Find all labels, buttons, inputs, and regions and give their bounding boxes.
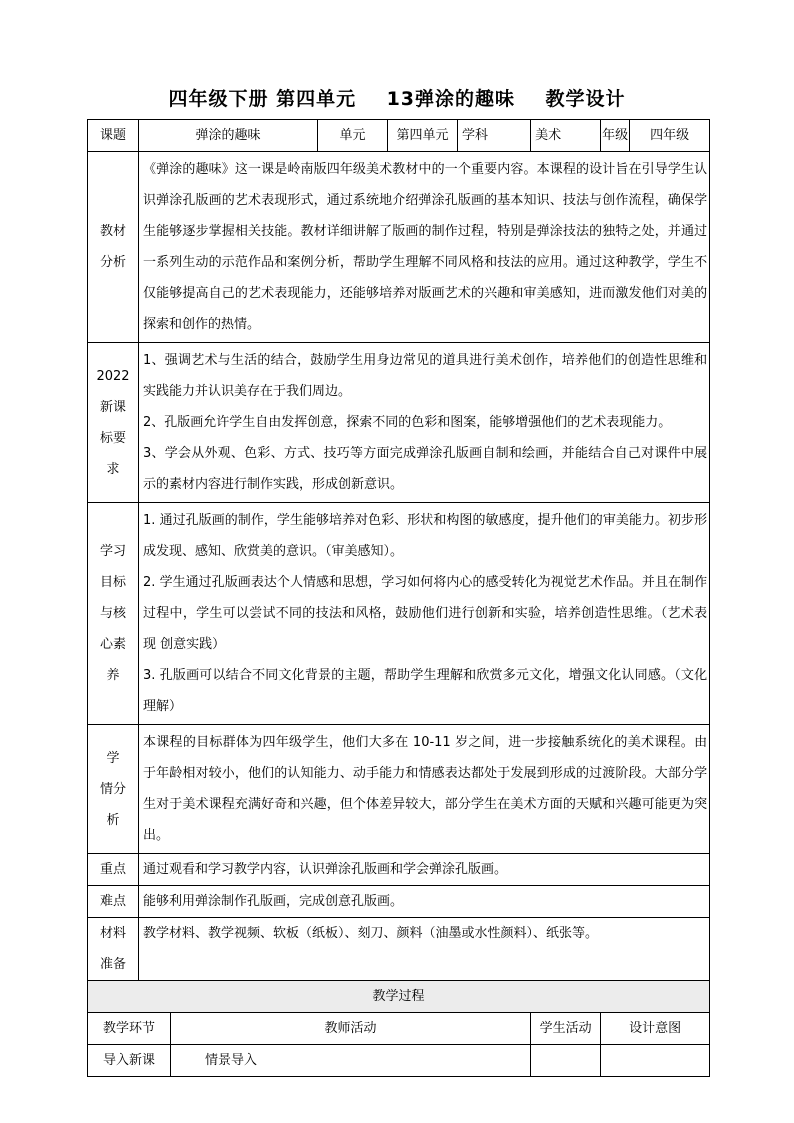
subject-label: 学科 <box>458 120 531 152</box>
objectives-row <box>88 503 710 725</box>
label-line: 析 <box>106 812 120 828</box>
paragraph: 《弹涂的趣味》这一课是岭南版四年级美术教材中的一个重要内容。本课程的设计旨在引导学生认识弹涂孔版画的艺术表现形式，通过系统地介绍弹涂孔版画的基本知识、技法与创作流程，确保学生能够逐步掌握相关技能。教材详细讲解了版画的制作过程，特别是弹涂技法的独特之处，并通过一系列生动的示范作品和案例分析，帮助学生理解不同风格和技法的应用。通过这种教学，学生不仅能够提高自己的艺术表现能力，还能够培养对版画艺术的兴趣和审美感知，进而激发他们对美的探索和创作的热情。 <box>143 162 708 332</box>
lesson-plan-table <box>87 119 710 1077</box>
objective-item: 2. 学生通过孔版画表达个人情感和思想，学习如何将内心的感受转化为视觉艺术作品。并且在制作过程中，学生可以尝试不同的技法和风格，鼓励他们进行创新和实验，培养创造性思维。（艺术表现 创意实践） <box>143 575 708 652</box>
standards-label <box>88 343 139 503</box>
topic-value: 弹涂的趣味 <box>139 120 318 152</box>
material-analysis-text <box>139 152 710 343</box>
label-line: 心素 <box>99 637 126 652</box>
difficulty-text: 能够利用弹涂制作孔版画，完成创意孔版画。 <box>139 886 710 918</box>
standard-item: 3、学会从外观、色彩、方式、技巧等方面完成弹涂孔版画自制和绘画，并能结合自己对课件中展示的素材内容进行制作实践，形成创新意识。 <box>143 446 708 492</box>
standard-item: 1、强调艺术与生活的结合，鼓励学生用身边常见的道具进行美术创作，培养他们的创造性思维和实践能力并认识美存在于我们周边。 <box>143 353 708 399</box>
paragraph: 本课程的目标群体为四年级学生，他们大多在 10-11 岁之间，进一步接触系统化的美术课程。由于年龄相对较小，他们的认知能力、动手能力和情感表达都处于发展到形成的过渡阶段。大部分学生对于美术课程充满好奇和兴趣，但个体差异较大，部分学生在美术方面的天赋和兴趣可能更为突出。 <box>143 735 708 843</box>
grade-label: 年级 <box>601 120 630 152</box>
label-line: 学习 <box>99 544 126 559</box>
label-line: 2022 <box>96 368 130 384</box>
material-analysis-row <box>88 152 710 343</box>
process-row <box>88 1045 710 1077</box>
materials-row <box>88 918 710 981</box>
difficulty-label: 难点 <box>88 886 139 918</box>
col-teacher: 教师活动 <box>171 1013 531 1045</box>
label-line: 目标 <box>99 575 126 590</box>
key-point-label: 重点 <box>88 854 139 886</box>
learner-analysis-label <box>88 725 139 854</box>
difficulty-row <box>88 886 710 918</box>
objective-item: 1. 通过孔版画的制作，学生能够培养对色彩、形状和构图的敏感度，提升他们的审美能力。初步形成发现、感知、欣赏美的意识。（审美感知）。 <box>143 513 708 559</box>
intent-cell <box>601 1045 710 1077</box>
standards-row <box>88 343 710 503</box>
teacher-cell: 情景导入 <box>171 1045 531 1077</box>
label-line: 材料 <box>99 926 126 941</box>
label-line: 学 <box>106 750 120 766</box>
materials-text: 教学材料、教学视频、软板（纸板）、刻刀、颜料（油墨或水性颜料）、纸张等。 <box>139 918 710 981</box>
col-student: 学生活动 <box>531 1013 601 1045</box>
standards-text <box>139 343 710 503</box>
objective-item: 3. 孔版画可以结合不同文化背景的主题，帮助学生理解和欣赏多元文化，增强文化认同感。（文化理解） <box>143 668 708 714</box>
page-title: 四年级下册 第四单元 13弹涂的趣味 教学设计 <box>168 88 626 110</box>
label-line: 与核 <box>99 606 126 621</box>
key-point-text: 通过观看和学习教学内容，认识弹涂孔版画和学会弹涂孔版画。 <box>139 854 710 886</box>
objectives-text <box>139 503 710 725</box>
stage-cell: 导入新课 <box>88 1045 171 1077</box>
process-heading-row <box>88 981 710 1013</box>
subject-value: 美术 <box>531 120 601 152</box>
standard-item: 2、孔版画允许学生自由发挥创意，探索不同的色彩和图案，能够增强他们的艺术表现能力。 <box>143 415 672 430</box>
col-intent: 设计意图 <box>601 1013 710 1045</box>
key-point-row <box>88 854 710 886</box>
label-line: 分析 <box>99 255 126 270</box>
material-analysis-label <box>88 152 139 343</box>
grade-value: 四年级 <box>630 120 710 152</box>
unit-label: 单元 <box>318 120 388 152</box>
col-stage: 教学环节 <box>88 1013 171 1045</box>
header-row <box>88 120 710 152</box>
label-line: 标要 <box>99 430 126 446</box>
student-cell <box>531 1045 601 1077</box>
materials-label <box>88 918 139 981</box>
topic-label: 课题 <box>88 120 139 152</box>
objectives-label <box>88 503 139 725</box>
learner-analysis-text <box>139 725 710 854</box>
label-line: 准备 <box>99 957 126 972</box>
label-line: 求 <box>106 461 120 477</box>
unit-value: 第四单元 <box>388 120 458 152</box>
learner-analysis-row <box>88 725 710 854</box>
label-line: 情分 <box>99 781 126 797</box>
label-line: 养 <box>106 668 120 683</box>
label-line: 教材 <box>99 224 126 239</box>
process-heading: 教学过程 <box>88 981 710 1013</box>
label-line: 新课 <box>99 399 126 415</box>
process-columns-row <box>88 1013 710 1045</box>
